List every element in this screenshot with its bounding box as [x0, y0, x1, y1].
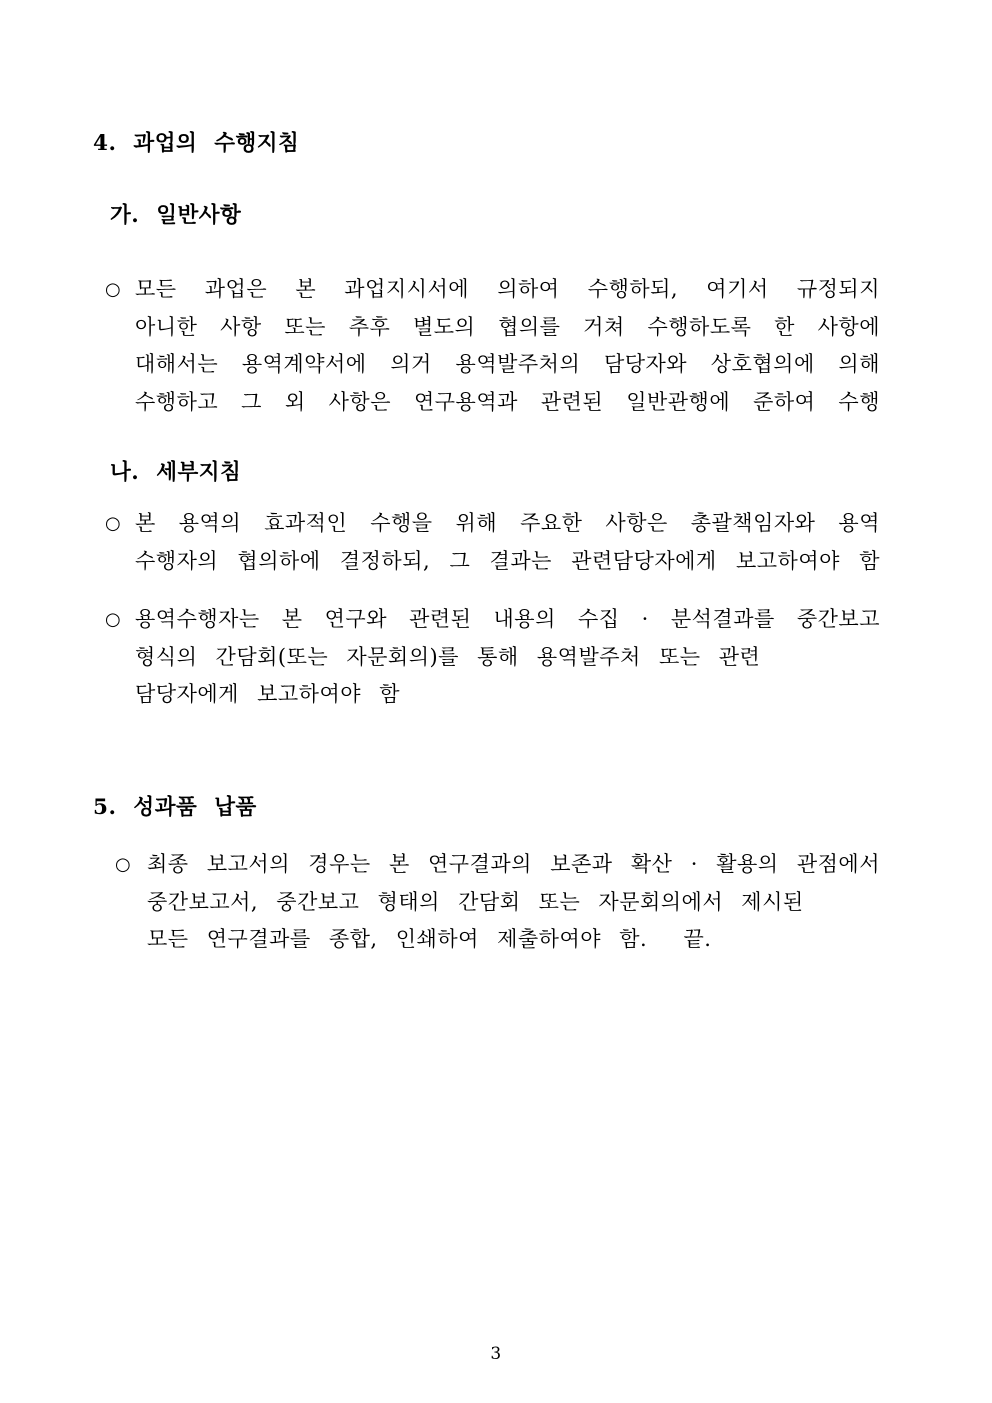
- paragraph-line: 본 용역의 효과적인 수행을 위해 주요한 사항은 총괄책임자와 용역: [135, 511, 880, 535]
- circle-bullet-icon: ○: [115, 854, 131, 875]
- paragraph-line: 대해서는 용역계약서에 의거 용역발주처의 담당자와 상호협의에 의해: [135, 352, 880, 376]
- section-4-heading: 4. 과업의 수행지침: [93, 131, 300, 156]
- circle-bullet-icon: ○: [105, 513, 121, 534]
- circle-bullet-icon: ○: [105, 609, 121, 630]
- paragraph-line: 담당자에게 보고하여야 함: [135, 682, 400, 706]
- paragraph-line: 수행하고 그 외 사항은 연구용역과 관련된 일반관행에 준하여 수행: [135, 389, 880, 414]
- paragraph-line: 아니한 사항 또는 추후 별도의 협의를 거쳐 수행하도록 한 사항에: [135, 314, 880, 339]
- paragraph-line: 수행자의 협의하에 결정하되, 그 결과는 관련담당자에게 보고하여야 함: [135, 548, 880, 573]
- paragraph-line: 모든 연구결과를 종합, 인쇄하여 제출하여야 함. 끝.: [147, 927, 712, 951]
- subsection-ga-heading: 가. 일반사항: [110, 203, 242, 228]
- paragraph: [135, 271, 880, 421]
- paragraph-line: 용역수행자는 본 연구와 관련된 내용의 수집 · 분석결과를 중간보고: [135, 607, 880, 631]
- paragraph: [147, 846, 880, 959]
- detail-guideline-bullet-1: [105, 505, 880, 580]
- subsection-na-heading: 나. 세부지침: [110, 460, 242, 485]
- paragraph-line: 중간보고서, 중간보고 형태의 간담회 또는 자문회의에서 제시된: [147, 889, 804, 914]
- circle-bullet-icon: ○: [105, 279, 121, 300]
- paragraph: [135, 601, 880, 714]
- deliverable-bullet: [115, 846, 882, 959]
- detail-guideline-bullet-2: [105, 601, 880, 714]
- paragraph-line: 최종 보고서의 경우는 본 연구결과의 보존과 확산 · 활용의 관점에서: [147, 852, 880, 876]
- section-5-heading: 5. 성과품 납품: [93, 795, 257, 820]
- general-guideline-bullet: [105, 271, 880, 421]
- paragraph: [135, 505, 880, 580]
- page-number: 3: [490, 1344, 502, 1364]
- paragraph-line: 모든 과업은 본 과업지시서에 의하여 수행하되, 여기서 규정되지: [135, 277, 880, 301]
- paragraph-line: 형식의 간담회(또는 자문회의)를 통해 용역발주처 또는 관련: [135, 644, 761, 669]
